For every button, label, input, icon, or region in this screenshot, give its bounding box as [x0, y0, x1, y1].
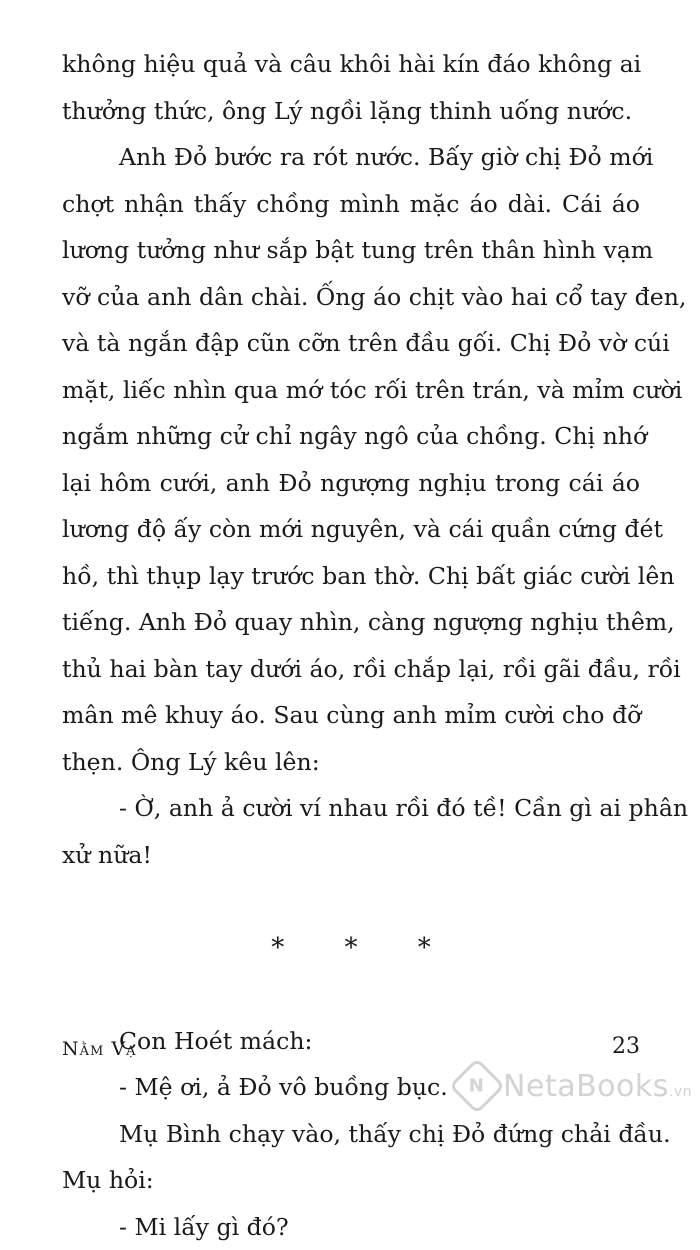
text-line: - Ờ, anh ả cười ví nhau rồi đó tề! Cần gì ai phân: [62, 785, 640, 832]
text-line: thẹn. Ông Lý kêu lên:: [62, 739, 640, 786]
text-line: và tà ngắn đập cũn cỡn trên đầu gối. Chị Đỏ vờ cúi: [62, 320, 640, 367]
running-head: Nằm Vạ: [62, 1038, 136, 1060]
logo-letter: N: [470, 1075, 485, 1096]
text-line: ngắm những cử chỉ ngây ngô của chồng. Chị nhớ: [62, 413, 640, 460]
text-line: tiếng. Anh Đỏ quay nhìn, càng ngượng nghịu thêm,: [62, 599, 640, 646]
netabooks-logo-icon: [449, 1058, 506, 1115]
text-line: thủ hai bàn tay dưới áo, rồi chắp lại, rồi gãi đầu, rồi: [62, 646, 640, 693]
text-line: xử nữa!: [62, 832, 640, 879]
watermark-brand: NetaBooks: [503, 1069, 669, 1104]
text-line: vỡ của anh dân chài. Ống áo chịt vào hai cổ tay đen,: [62, 274, 640, 321]
text-line: lương tưởng như sắp bật tung trên thân hình vạm: [62, 227, 640, 274]
page-number: 23: [612, 1034, 640, 1059]
paragraph-group-before: [62, 41, 640, 878]
text-line: Anh Đỏ bước ra rót nước. Bấy giờ chị Đỏ mới: [62, 134, 640, 181]
text-line: thưởng thức, ông Lý ngồi lặng thinh uống nước.: [62, 88, 640, 135]
text-line: không hiệu quả và câu khôi hài kín đáo không ai: [62, 41, 640, 88]
text-line: mân mê khuy áo. Sau cùng anh mỉm cười cho đỡ: [62, 692, 640, 739]
watermark-suffix: .vn: [669, 1084, 692, 1100]
text-line: Mụ hỏi:: [62, 1157, 640, 1204]
netabooks-watermark: [457, 1066, 692, 1106]
text-line: - Mệ ơi, ả Đỏ vô buồng bục.: [62, 1064, 640, 1111]
section-gap: [62, 878, 640, 925]
section-gap: [62, 971, 640, 1018]
text-line: mặt, liếc nhìn qua mớ tóc rối trên trán, và mỉm cười: [62, 367, 640, 414]
text-line: - Mi lấy gì đó?: [62, 1204, 640, 1250]
watermark-text: [503, 1069, 692, 1104]
text-line: chợt nhận thấy chồng mình mặc áo dài. Cái áo: [62, 181, 640, 228]
section-separator: * * *: [62, 925, 640, 972]
text-line: Con Hoét mách:: [62, 1018, 640, 1065]
text-line: lại hôm cưới, anh Đỏ ngượng nghịu trong cái áo: [62, 460, 640, 507]
text-line: lương độ ấy còn mới nguyên, và cái quần cứng đét: [62, 506, 640, 553]
text-line: hồ, thì thụp lạy trước ban thờ. Chị bất giác cười lên: [62, 553, 640, 600]
text-line: Mụ Bình chạy vào, thấy chị Đỏ đứng chải đầu.: [62, 1111, 640, 1158]
